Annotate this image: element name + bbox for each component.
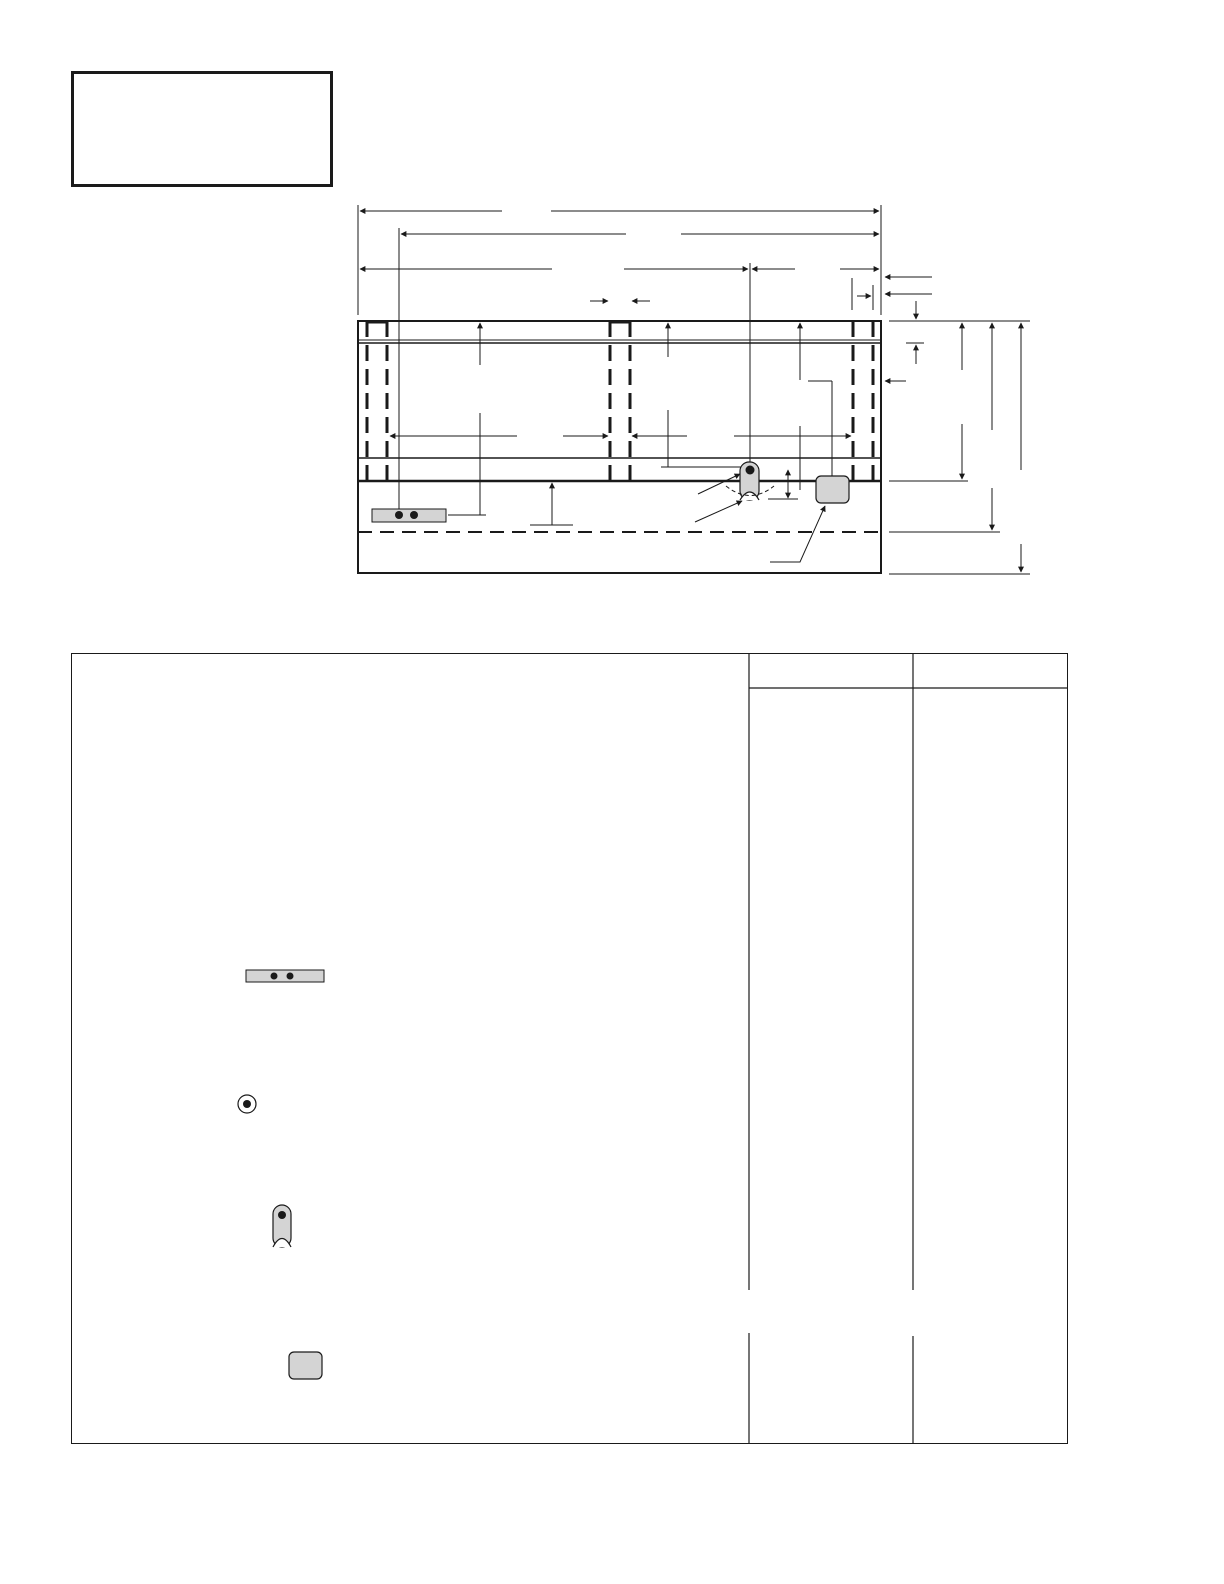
elevation-drawing <box>0 0 1224 640</box>
electrical-junction-box <box>372 509 446 522</box>
water-connection-icon <box>273 1205 291 1247</box>
electrical-junction-icon <box>246 970 324 982</box>
drain-box <box>816 476 849 503</box>
spec-table <box>71 653 1068 1444</box>
gas-connection-icon <box>238 1095 256 1113</box>
spec-table-grid <box>71 653 1068 1444</box>
unit-outline <box>358 321 881 573</box>
drain-box-icon <box>289 1352 322 1379</box>
